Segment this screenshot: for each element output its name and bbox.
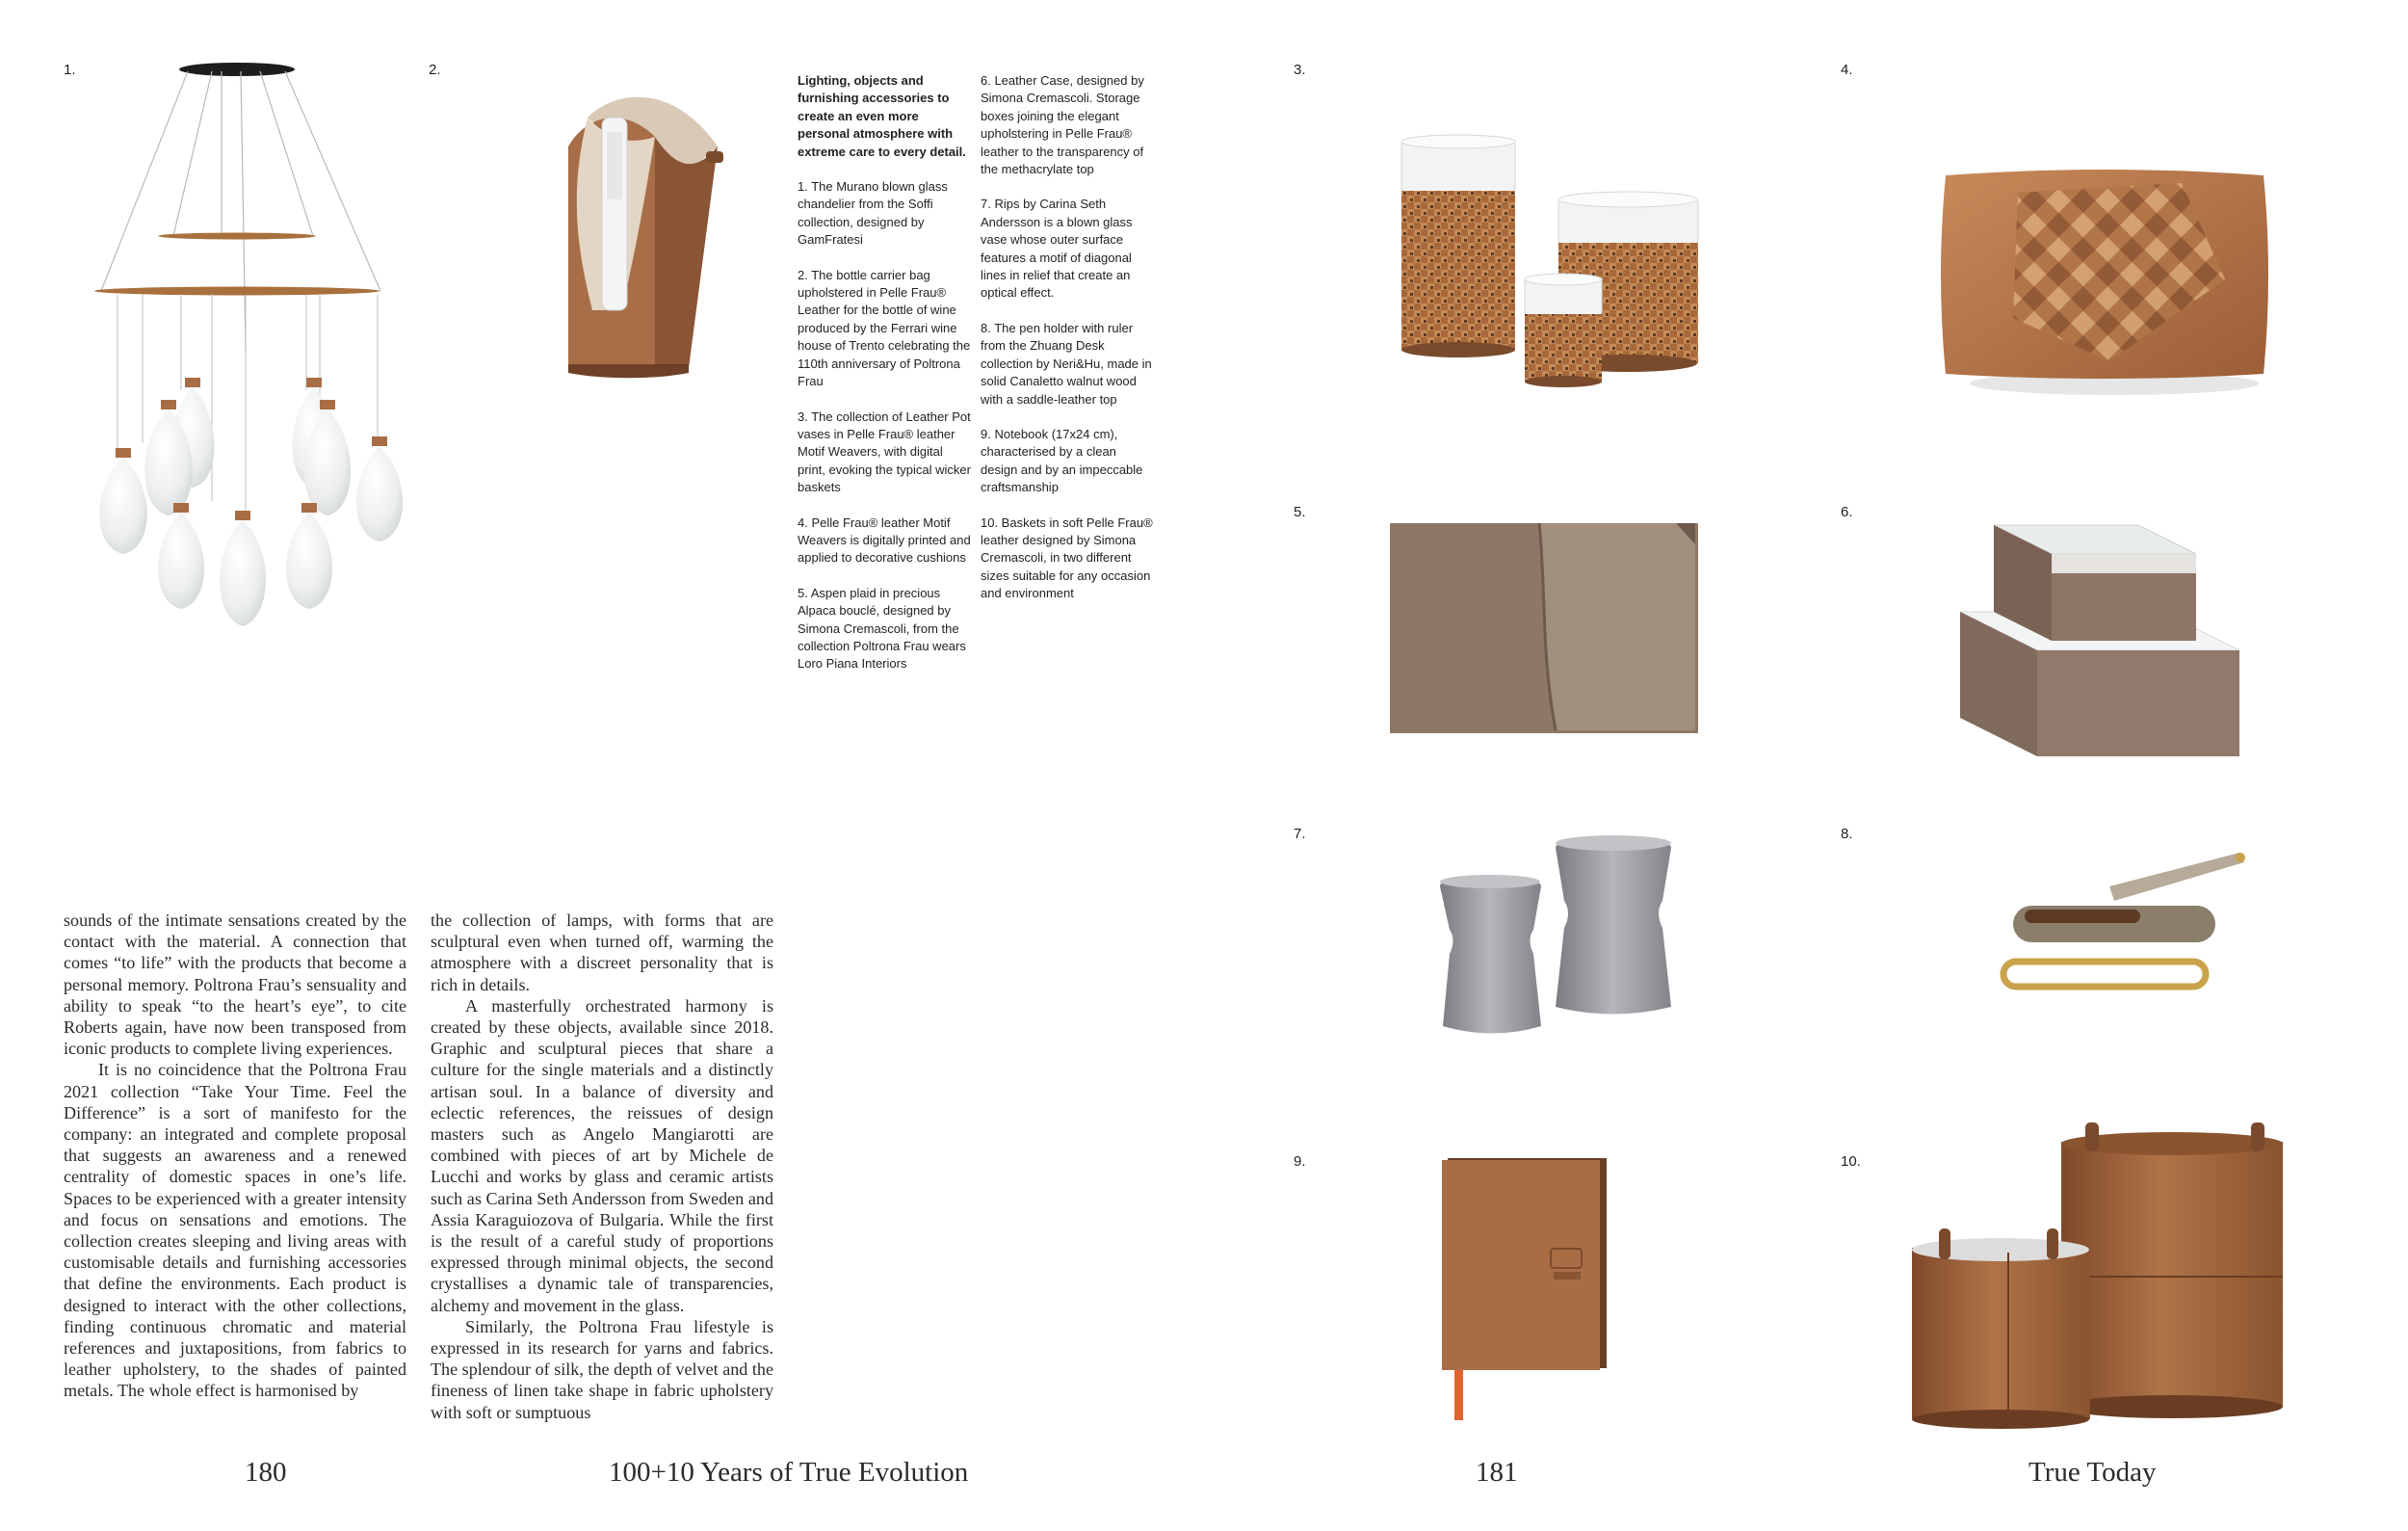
caption-4: 4. Pelle Frau® leather Motif Weavers is digitally printed and applied to decorative cushions xyxy=(798,515,971,566)
caption-9: 9. Notebook (17x24 cm), characterised by a clean design and by an impeccable craftsmanship xyxy=(981,426,1143,495)
leather-baskets-image xyxy=(1902,1122,2288,1431)
body-paragraph: sounds of the intimate sensations created by the contact with the material. A connection that comes “to life” with the products that become a personal memory. Poltrona Frau’s sensuality and ability to speak “to the heart’s eye”, to cite Roberts again, have now been transposed from iconic products to complete living experiences. xyxy=(64,911,406,1059)
pen-holder-image xyxy=(1994,848,2254,1012)
caption-intro: Lighting, objects and furnishing accessories to create an even more personal atmosphere with extreme care to every detail. xyxy=(798,73,966,159)
caption-7: 7. Rips by Carina Seth Andersson is a blown glass vase whose outer surface features a motif of diagonal lines in relief that create an optical effect. xyxy=(981,197,1133,301)
leather-case-boxes-image xyxy=(1950,515,2259,766)
item-number-1: 1. xyxy=(64,62,76,78)
caption-6: 6. Leather Case, designed by Simona Cremascoli. Storage boxes joining the elegant upholstering in Pelle Frau® leather to the transparency of the methacrylate top xyxy=(981,73,1144,177)
plaid-blanket-image xyxy=(1387,520,1700,737)
caption-3: 3. The collection of Leather Pot vases in Pelle Frau® leather Motif Weavers, with digital print, evoking the typical wicker baskets xyxy=(798,409,971,495)
item-number-8: 8. xyxy=(1841,826,1853,842)
item-number-4: 4. xyxy=(1841,62,1853,78)
right-page-number: 181 xyxy=(1476,1457,1518,1488)
item-number-5: 5. xyxy=(1294,504,1306,520)
caption-2: 2. The bottle carrier bag upholstered in Pelle Frau® Leather for the bottle of wine produced by the Ferrari wine house of Trento celebrating the 110th anniversary of Poltrona Frau xyxy=(798,267,971,389)
item-number-9: 9. xyxy=(1294,1153,1306,1170)
caption-8: 8. The pen holder with ruler from the Zhuang Desk collection by Neri&Hu, made in solid Canaletto walnut wood with a saddle-leather top xyxy=(981,320,1152,407)
right-running-title: True Today xyxy=(2028,1457,2157,1488)
left-page-number: 180 xyxy=(245,1457,287,1488)
item-number-7: 7. xyxy=(1294,826,1306,842)
caption-1: 1. The Murano blown glass chandelier from the Soffi collection, designed by GamFratesi xyxy=(798,179,948,248)
left-running-title: 100+10 Years of True Evolution xyxy=(609,1457,969,1488)
item-number-2: 2. xyxy=(429,62,441,78)
caption-column-right xyxy=(981,72,1154,620)
body-paragraph: the collection of lamps, with forms that are sculptural even when turned off, warming the atmosphere with a discreet personality that is rich in details. xyxy=(431,911,773,994)
caption-10: 10. Baskets in soft Pelle Frau® leather designed by Simona Cremascoli, in two different sizes suitable for any occasion and environment xyxy=(981,515,1153,601)
item-number-10: 10. xyxy=(1841,1153,1861,1170)
chandelier-image xyxy=(67,58,405,646)
item-number-3: 3. xyxy=(1294,62,1306,78)
glass-vases-image xyxy=(1435,833,1666,1045)
cushion-image xyxy=(1936,164,2273,405)
body-column-right xyxy=(431,910,773,1423)
body-paragraph: Similarly, the Poltrona Frau lifestyle is expressed in its research for yarns and fabrics. The splendour of silk, the depth of velvet and the fineness of linen take shape in fabric upholstery with soft or sumptuous xyxy=(431,1316,773,1422)
body-paragraph: It is no coincidence that the Poltrona Frau 2021 collection “Take Your Time. Feel the Difference” is a sort of manifesto for the company: an integrated and complete proposal that suggests an awareness and a renewed centrality of domestic spaces in one’s life. Spaces to be experienced with a greater intensity and focus on sensations and emotions. The collection creates sleeping and living areas with customisable details and furnishing accessories that define the environments. Each product is designed to interact with the other collections, finding continuous chromatic and material references and juxtapositions, from fabrics to leather upholstery, to the shades of painted metals. The whole effect is harmonised by xyxy=(64,1060,406,1401)
leather-pot-vases-image xyxy=(1387,135,1714,395)
caption-5: 5. Aspen plaid in precious Alpaca bouclé, designed by Simona Cremascoli, from the collection Poltrona Frau wears Loro Piana Interiors xyxy=(798,585,966,672)
body-column-left xyxy=(64,910,406,1402)
item-number-6: 6. xyxy=(1841,504,1853,520)
body-paragraph: A masterfully orchestrated harmony is created by these objects, available since 2018. Graphic and sculptural pieces that share a culture for the single materials and a distinctly artisan soul. In a balance of diversity and eclectic references, the reissues of design masters such as Angelo Mangiarotti are combined with pieces of art by Michele de Lucchi and works by glass and ceramic artists such as Carina Seth Andersson from Sweden and Assia Karaguiozova of Bulgaria. While the first is the result of a careful study of proportions expressed through minimal objects, the second crystallises a dynamic tale of transparencies, alchemy and movement in the glass. xyxy=(431,995,773,1315)
notebook-image xyxy=(1440,1156,1613,1421)
caption-column-left xyxy=(798,72,971,691)
bottle-carrier-image xyxy=(510,79,742,387)
